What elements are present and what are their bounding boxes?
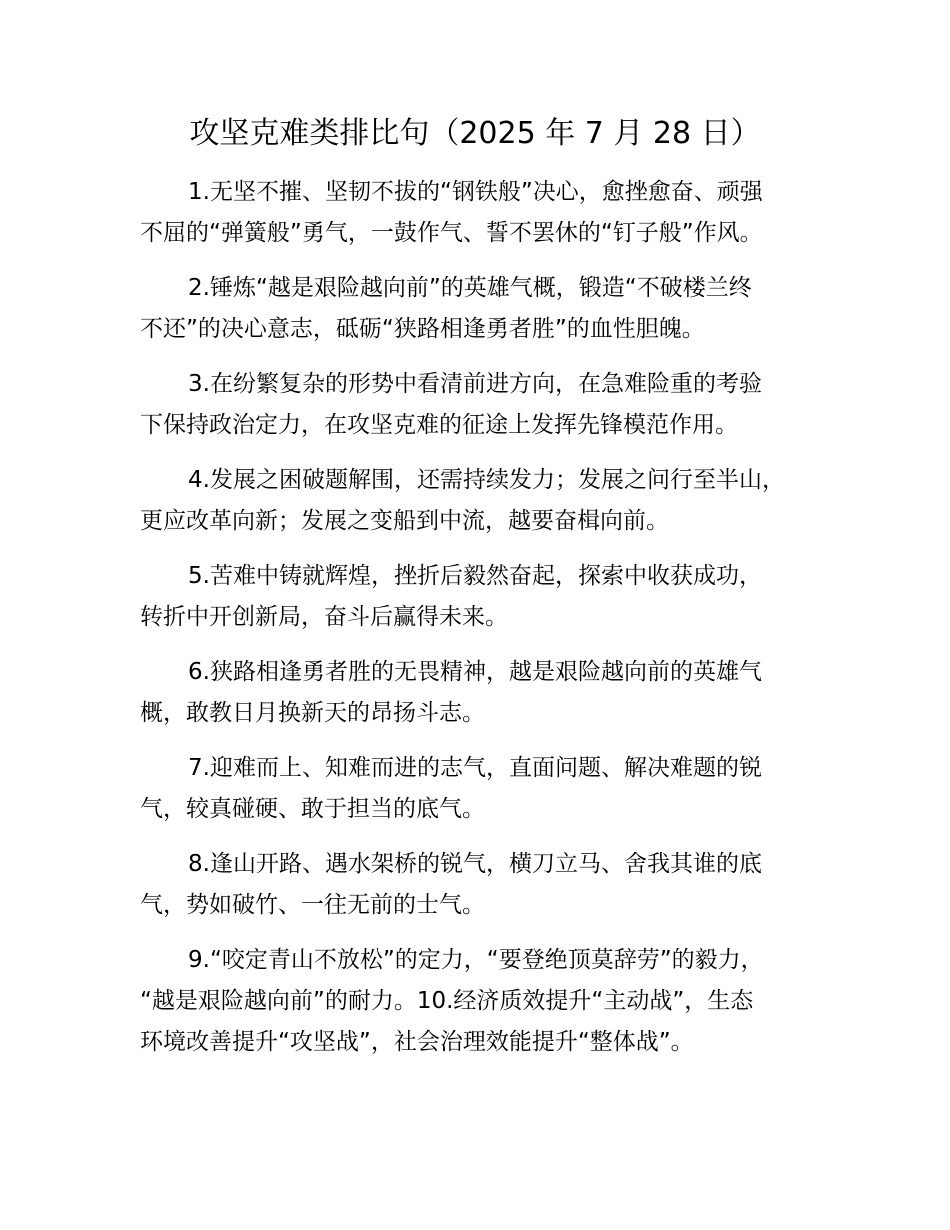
paragraph-line: 8.逢山开路、遇水架桥的锐气，横刀立马、舍我其谁的底 xyxy=(188,851,762,877)
paragraph xyxy=(140,556,840,638)
paragraph-line: 7.迎难而上、知难而进的志气，直面问题、解决难题的锐 xyxy=(188,755,762,781)
paragraph xyxy=(140,844,840,926)
paragraph-line: 2.锤炼“越是艰险越向前”的英雄气概，锻造“不破楼兰终 xyxy=(188,275,752,301)
paragraph-line: 环境改善提升“攻坚战”，社会治理效能提升“整体战”。 xyxy=(140,1029,694,1055)
paragraph xyxy=(140,364,840,446)
paragraph xyxy=(140,940,840,1063)
paragraph xyxy=(140,460,840,542)
paragraph-line: 4.发展之困破题解围，还需持续发力；发展之问行至半山， xyxy=(188,467,785,493)
paragraph xyxy=(140,652,840,734)
paragraph-line: 6.狭路相逢勇者胜的无畏精神，越是艰险越向前的英雄气 xyxy=(188,659,762,685)
paragraph-line: 9.“咬定青山不放松”的定力，“要登绝顶莫辞劳”的毅力， xyxy=(188,947,764,973)
paragraph-line: 更应改革向新；发展之变船到中流，越要奋楫向前。 xyxy=(140,508,669,534)
document-body xyxy=(140,172,840,1077)
document-title: 攻坚克难类排比句（2025 年 7 月 28 日） xyxy=(189,116,761,151)
paragraph-line: 转折中开创新局，奋斗后赢得未来。 xyxy=(140,604,508,630)
paragraph-line: 概，敢教日月换新天的昂扬斗志。 xyxy=(140,700,485,726)
paragraph-line: 5.苦难中铸就辉煌，挫折后毅然奋起，探索中收获成功， xyxy=(188,563,762,589)
paragraph-line: 3.在纷繁复杂的形势中看清前进方向，在急难险重的考验 xyxy=(188,371,762,397)
paragraph-line: 不还”的决心意志，砥砺“狭路相逢勇者胜”的血性胆魄。 xyxy=(140,316,705,342)
paragraph xyxy=(140,268,840,350)
paragraph-line: 下保持政治定力，在攻坚克难的征途上发挥先锋模范作用。 xyxy=(140,412,738,438)
paragraph xyxy=(140,172,840,254)
paragraph xyxy=(140,748,840,830)
paragraph-line: 气，势如破竹、一往无前的士气。 xyxy=(140,892,485,918)
paragraph-line: 1.无坚不摧、坚韧不拔的“钢铁般”决心，愈挫愈奋、顽强 xyxy=(188,179,763,205)
paragraph-line: 气，较真碰硬、敢于担当的底气。 xyxy=(140,796,485,822)
paragraph-line: “越是艰险越向前”的耐力。10.经济质效提升“主动战”，生态 xyxy=(140,988,754,1014)
paragraph-line: 不屈的“弹簧般”勇气，一鼓作气、誓不罢休的“钉子般”作风。 xyxy=(140,220,763,246)
